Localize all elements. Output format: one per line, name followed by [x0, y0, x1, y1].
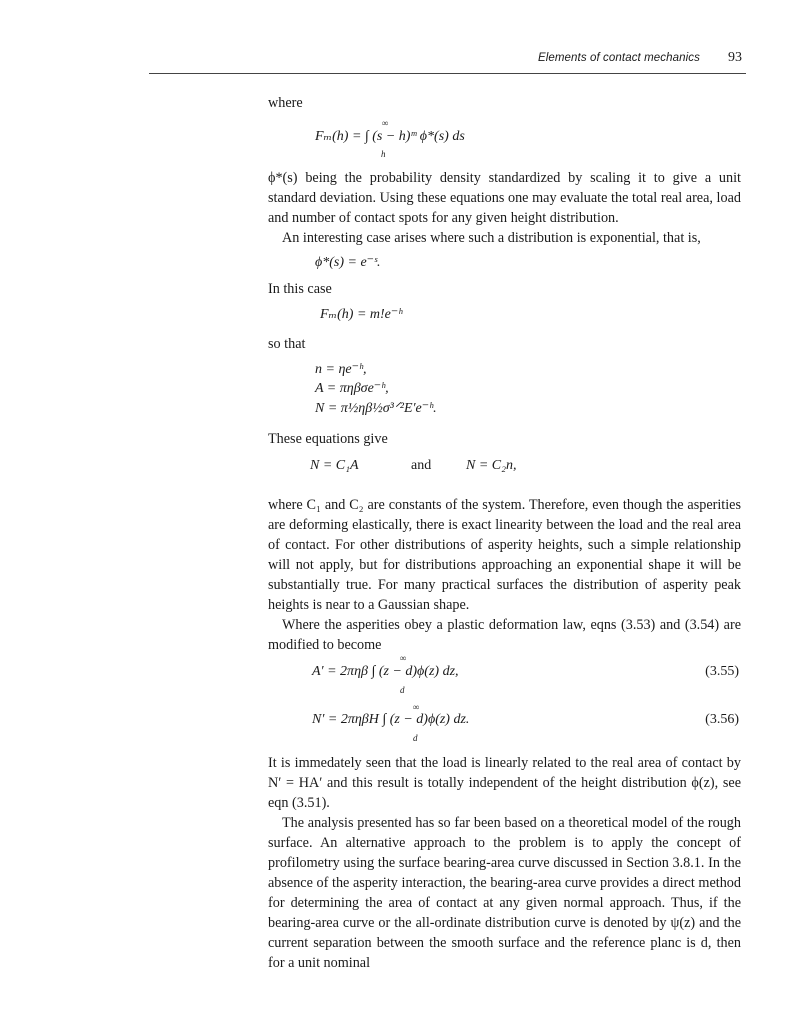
equation-n: n = ηe⁻ʰ,	[315, 362, 367, 377]
para-where: where	[268, 95, 303, 111]
para-plastic-deformation: Where the asperities obey a plastic deformation law, eqns (3.53) and (3.54) are modified to become	[268, 617, 741, 653]
para-in-this-case: In this case	[268, 281, 332, 297]
para-these-equations: These equations give	[268, 431, 388, 447]
eq-356-upper-limit: ∞	[413, 702, 420, 712]
equation-fm-h: Fₘ(h) = m!e⁻ʰ	[320, 307, 403, 322]
eq-355-upper-limit: ∞	[400, 653, 407, 663]
equation-N: N = π½ηβ½σ³ᐟ²E′e⁻ʰ.	[315, 401, 437, 416]
header-rule	[149, 73, 746, 74]
eq-fm-lower-limit: h	[381, 149, 386, 159]
equation-fm: Fₘ(h) = ∫ (s − h)ᵐ ϕ*(s) ds	[315, 129, 465, 144]
equation-a: A = πηβσe⁻ʰ,	[315, 381, 389, 396]
equation-3-56: N′ = 2πηβH ∫ (z − d)ϕ(z) dz.	[312, 712, 470, 727]
equation-and: and	[411, 458, 432, 473]
equation-number-3-56: (3.56)	[705, 712, 739, 727]
para-constants: where C₁ and C₂ are constants of the system. Therefore, even though the asperities are deforming elastically, there is exact linearity between the load and the real area of contact. For other distributions of asperity heights, such a simple relationship will not apply, but for distributions approaching an exponential shape it will be substantially true. For many practical surfaces the distribution of asperity peak heights is near to a Gaussian shape.	[268, 497, 741, 613]
equation-linear-2: N = C₂n,	[466, 458, 517, 473]
para-so-that: so that	[268, 336, 306, 352]
running-title: Elements of contact mechanics	[537, 52, 700, 64]
para-exponential-case: An interesting case arises where such a distribution is exponential, that is,	[282, 230, 701, 246]
para-probability-density: ϕ*(s) being the probability density standardized by scaling it to give a unit standard deviation. Using these equations one may evaluate the total real area, load and number of contact spots for any given height distribution.	[268, 170, 741, 226]
page-number: 93	[728, 50, 742, 65]
eq-355-lower-limit: d	[400, 685, 405, 695]
eq-356-lower-limit: d	[413, 733, 418, 743]
para-load-linear: It is immedately seen that the load is linearly related to the real area of contact by N′ = HA′ and this result is totally independent of the height distribution ϕ(z), see eqn (3.51).	[268, 755, 741, 811]
equation-phi-exponential: ϕ*(s) = e⁻ˢ.	[315, 255, 381, 270]
para-profilometry: The analysis presented has so far been based on a theoretical model of the rough surface. An alternative approach to the problem is to apply the concept of profilometry using the surface bearing-area curve discussed in Section 3.8.1. In the absence of the asperity interaction, the bearing-area curve provides a direct method for determining the area of contact at any given normal approach. Thus, if the bearing-area curve or the all-ordinate distribution curve is denoted by ψ(z) and the current separation between the smooth surface and the reference planc is d, then for a unit nominal	[268, 815, 741, 971]
equation-3-55: A′ = 2πηβ ∫ (z − d)ϕ(z) dz,	[312, 664, 459, 679]
equation-linear-1: N = C₁A	[310, 458, 359, 473]
eq-fm-upper-limit: ∞	[382, 118, 389, 128]
equation-number-3-55: (3.55)	[705, 664, 739, 679]
